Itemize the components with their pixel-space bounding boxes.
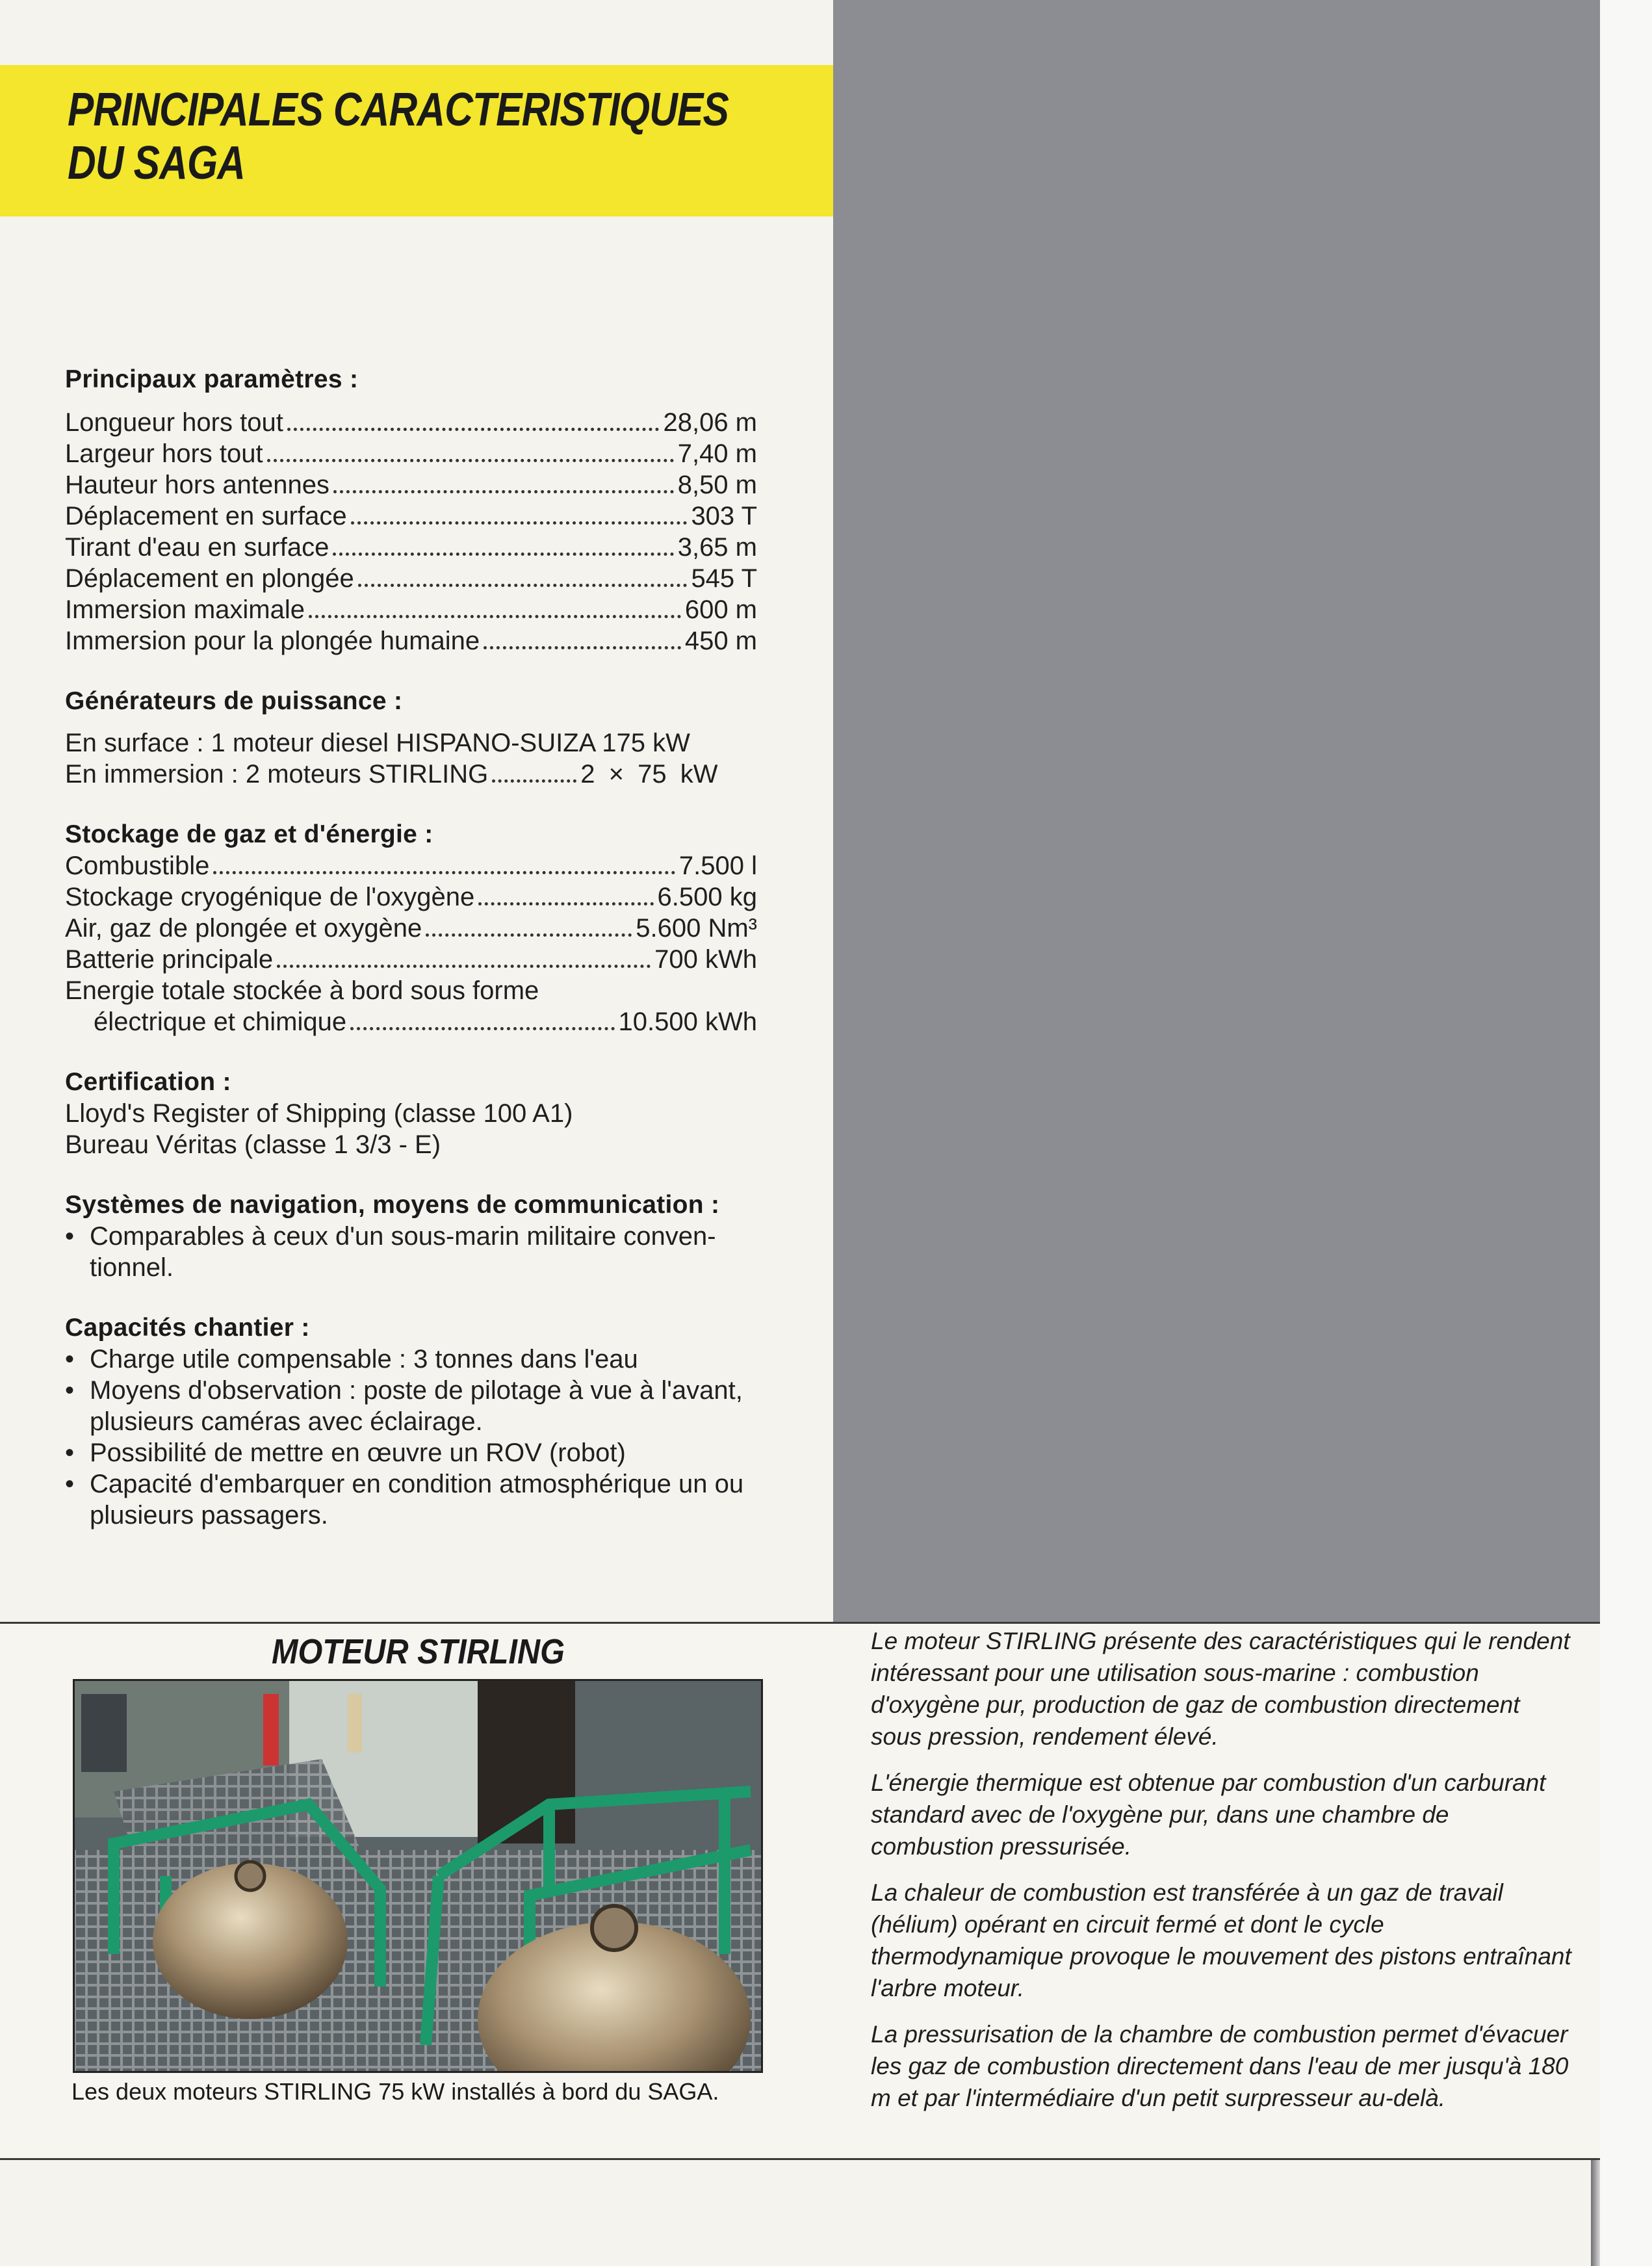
spec-row xyxy=(65,944,757,975)
bullet-item xyxy=(65,1221,757,1283)
spec-row xyxy=(65,407,757,438)
spec-label: Tirant d'eau en surface xyxy=(65,533,329,562)
spec-value: 6.500 kg xyxy=(657,883,757,911)
dot-leader xyxy=(484,646,681,649)
spec-value: 7.500 l xyxy=(678,852,757,880)
spec-label: Déplacement en surface xyxy=(65,502,347,530)
description-paragraph: La pressurisation de la chambre de combustion permet d'évacuer les gaz de combustion directement dans l'eau de mer jusqu'à 180 m et par l'intermédiaire d'un petit surpresseur au-delà. xyxy=(871,2021,1569,2111)
bullet-text: Moyens d'observation : poste de pilotage à vue à l'avant, plusieurs caméras avec éclairage. xyxy=(90,1376,743,1436)
certification-heading: Certification : xyxy=(65,1068,231,1096)
storage-heading: Stockage de gaz et d'énergie : xyxy=(65,820,433,848)
spec-label: Immersion maximale xyxy=(65,595,305,624)
spec-row xyxy=(65,881,757,913)
description-paragraph: La chaleur de combustion est transférée à un gaz de travail (hélium) opérant en circuit fermé et dont le cycle thermodynamique provoque le mouvement des pistons entraînant l'arbre moteur. xyxy=(871,1879,1571,2001)
page-title-line-2: DU SAGA xyxy=(68,137,246,189)
bullet-icon: • xyxy=(65,1470,75,1498)
spec-value: 7,40 m xyxy=(677,439,757,468)
principal-params-heading: Principaux paramètres : xyxy=(65,365,359,393)
grey-panel xyxy=(833,0,1600,1622)
dot-leader xyxy=(267,459,674,462)
spec-label: Hauteur hors antennes xyxy=(65,471,329,499)
spec-row xyxy=(65,501,757,532)
spec-label: Batterie principale xyxy=(65,945,274,974)
bullet-item xyxy=(65,1375,757,1437)
dot-leader xyxy=(213,871,675,874)
dot-leader xyxy=(333,553,673,556)
bullet-item xyxy=(65,1468,757,1531)
dot-leader xyxy=(426,933,632,937)
spec-row xyxy=(65,913,757,944)
dot-leader xyxy=(309,615,681,618)
spec-label: Combustible xyxy=(65,852,210,880)
spec-row xyxy=(65,850,757,881)
spec-label: En immersion : 2 moteurs STIRLING xyxy=(65,760,489,788)
generators-heading: Générateurs de puissance : xyxy=(65,687,403,715)
engine-room-illustration xyxy=(75,1681,761,2071)
engine-title: MOTEUR STIRLING xyxy=(272,1632,565,1671)
dot-leader xyxy=(287,428,660,431)
dot-leader xyxy=(478,902,653,905)
dot-leader xyxy=(333,490,674,493)
certification-lloyds: Lloyd's Register of Shipping (classe 100 A1) xyxy=(65,1099,573,1128)
navigation-heading: Systèmes de navigation, moyens de communication : xyxy=(65,1191,720,1219)
bullet-item xyxy=(65,1437,757,1468)
spec-value: 545 T xyxy=(691,564,757,593)
spec-label: Air, gaz de plongée et oxygène xyxy=(65,914,422,943)
spec-value: 600 m xyxy=(684,595,757,624)
dot-leader xyxy=(351,521,688,525)
spec-value: 2 × 75 kW xyxy=(580,760,718,788)
page-edge xyxy=(1600,0,1652,2266)
spec-value: 8,50 m xyxy=(677,471,757,499)
generator-surface: En surface : 1 moteur diesel HISPANO-SUIZA 175 kW xyxy=(65,729,690,757)
spec-label: Immersion pour la plongée humaine xyxy=(65,627,480,655)
bullet-item xyxy=(65,1344,757,1375)
dot-leader xyxy=(492,779,576,783)
spec-value: 10.500 kWh xyxy=(618,1008,757,1036)
bullet-icon: • xyxy=(65,1439,75,1467)
spec-row xyxy=(65,625,757,657)
divider-top xyxy=(0,1622,1600,1624)
spec-row xyxy=(65,594,757,625)
bullet-icon: • xyxy=(65,1345,75,1374)
bullet-icon: • xyxy=(65,1222,75,1251)
certification-veritas: Bureau Véritas (classe 1 3/3 - E) xyxy=(65,1130,441,1159)
bullet-icon: • xyxy=(65,1376,75,1405)
spec-label: électrique et chimique xyxy=(94,1008,347,1036)
specifications xyxy=(65,364,757,1531)
spec-row xyxy=(65,469,757,501)
spec-row xyxy=(65,563,757,594)
generator-immersion xyxy=(65,759,757,790)
bullet-text: Possibilité de mettre en œuvre un ROV (robot) xyxy=(90,1439,626,1467)
spec-value: 303 T xyxy=(691,502,757,530)
dot-leader xyxy=(358,584,688,587)
engine-photo xyxy=(73,1679,763,2073)
description-paragraph: L'énergie thermique est obtenue par combustion d'un carburant standard avec de l'oxygène pur, dans une chambre de combustion pressurisée. xyxy=(871,1769,1546,1860)
spec-row xyxy=(65,532,757,563)
page-title xyxy=(68,83,729,190)
spec-value: 3,65 m xyxy=(677,533,757,562)
bullet-text: Charge utile compensable : 3 tonnes dans l'eau xyxy=(90,1345,638,1374)
total-energy-line: Energie totale stockée à bord sous forme xyxy=(65,976,539,1005)
dot-leader xyxy=(277,965,651,968)
description-paragraph: Le moteur STIRLING présente des caractéristiques qui le rendent intéressant pour une utilisation sous-marine : combustion d'oxygène pur, production de gaz de combustion directement sous pression, rendement élevé. xyxy=(871,1628,1570,1750)
spec-value: 700 kWh xyxy=(654,945,757,974)
spec-value: 5.600 Nm³ xyxy=(636,914,757,943)
dot-leader xyxy=(350,1027,614,1030)
spec-label: Largeur hors tout xyxy=(65,439,263,468)
spec-row xyxy=(65,438,757,469)
site-capacity-heading: Capacités chantier : xyxy=(65,1314,310,1342)
divider-bottom xyxy=(0,2158,1600,2160)
spec-label: Longueur hors tout xyxy=(65,408,283,437)
spec-value: 450 m xyxy=(684,627,757,655)
photo-caption: Les deux moteurs STIRLING 75 kW installés à bord du SAGA. xyxy=(71,2078,719,2105)
bullet-text: Capacité d'embarquer en condition atmosphérique un ou plusieurs passagers. xyxy=(90,1470,744,1530)
spec-label: Stockage cryogénique de l'oxygène xyxy=(65,883,475,911)
page-title-line-1: PRINCIPALES CARACTERISTIQUES xyxy=(68,84,729,136)
spec-value: 28,06 m xyxy=(663,408,757,437)
bullet-text: Comparables à ceux d'un sous-marin militaire conven-tionnel. xyxy=(90,1222,716,1282)
spec-label: Déplacement en plongée xyxy=(65,564,354,593)
spec-row xyxy=(65,1006,757,1037)
engine-description xyxy=(871,1625,1573,2128)
